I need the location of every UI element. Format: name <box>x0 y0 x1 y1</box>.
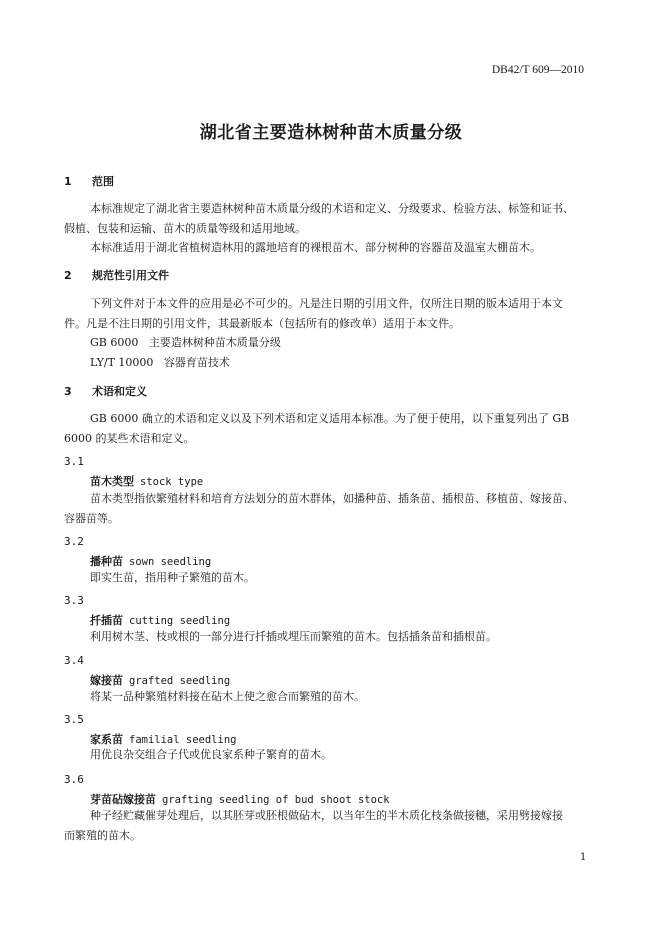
term-number: 3.4 <box>64 654 84 667</box>
term-heading <box>90 612 230 628</box>
term-definition: 将某一品种繁殖材料接在砧木上使之愈合而繁殖的苗木。 <box>90 690 365 703</box>
term-number: 3.6 <box>64 773 84 786</box>
paragraph-line: 6000 的某些术语和定义。 <box>64 432 195 445</box>
section-heading <box>64 173 114 189</box>
paragraph-line: 假植、包装和运输、苗木的质量等级和适用地域。 <box>64 222 306 235</box>
section-number: 1 <box>64 175 72 188</box>
term-definition: 容器苗等。 <box>64 512 119 525</box>
term-definition: 种子经贮藏催芽处理后，以其胚芽或胚根做砧木，以当年生的半木质化枝条做接穗，采用劈接嫁接 <box>90 809 563 822</box>
document-title: 湖北省主要造林树种苗木质量分级 <box>199 123 463 143</box>
term-en: sown seedling <box>129 556 212 568</box>
term-number: 3.3 <box>64 594 84 607</box>
section-heading <box>64 383 147 399</box>
paragraph-line: 下列文件对于本文件的应用是必不可少的。凡是注日期的引用文件，仅所注日期的版本适用于本文 <box>90 297 563 310</box>
section-title: 规范性引用文件 <box>92 269 169 282</box>
paragraph-line: 件。凡是不注日期的引用文件，其最新版本（包括所有的修改单）适用于本文件。 <box>64 317 460 330</box>
page-number: 1 <box>580 852 587 863</box>
term-heading <box>90 473 203 489</box>
paragraph-line: GB 6000 确立的术语和定义以及下列术语和定义适用本标准。为了便于使用，以下重复列出了 GB <box>90 412 570 425</box>
term-zh: 家系苗 <box>90 733 123 746</box>
section-title: 范围 <box>92 175 114 188</box>
term-definition: 用优良杂交组合子代或优良家系种子繁育的苗木。 <box>90 748 332 761</box>
term-heading <box>90 672 230 688</box>
section-number: 2 <box>64 269 72 282</box>
term-number: 3.5 <box>64 713 84 726</box>
term-zh: 嫁接苗 <box>90 674 123 687</box>
paragraph-line: 本标准规定了湖北省主要造林树种苗木质量分级的术语和定义、分级要求、检验方法、标签和证书、 <box>90 202 574 215</box>
term-heading <box>90 553 211 569</box>
term-number: 3.1 <box>64 455 84 468</box>
term-definition: 即实生苗，指用种子繁殖的苗木。 <box>90 571 255 584</box>
term-heading <box>90 791 390 807</box>
term-en: stock type <box>140 476 204 488</box>
term-definition: 苗木类型指依繁殖材料和培育方法划分的苗木群体，如播种苗、插条苗、插根苗、移植苗、嫁接苗、 <box>90 492 574 505</box>
reference-item: GB 6000 主要造林树种苗木质量分级 <box>90 336 281 349</box>
section-number: 3 <box>64 385 72 398</box>
term-zh: 苗木类型 <box>90 475 134 488</box>
term-zh: 播种苗 <box>90 555 123 568</box>
section-title: 术语和定义 <box>92 385 147 398</box>
section-heading <box>64 267 169 283</box>
reference-item: LY/T 10000 容器育苗技术 <box>90 356 230 369</box>
term-zh: 芽苗砧嫁接苗 <box>90 793 156 806</box>
term-en: grafting seedling of bud shoot stock <box>162 794 390 806</box>
standard-code: DB42/T 609—2010 <box>491 64 584 76</box>
term-en: cutting seedling <box>129 615 231 627</box>
term-en: grafted seedling <box>129 675 231 687</box>
term-number: 3.2 <box>64 535 84 548</box>
paragraph-line: 本标准适用于湖北省植树造林用的露地培育的裸根苗木、部分树种的容器苗及温室大棚苗木。 <box>90 241 541 254</box>
term-en: familial seedling <box>129 734 237 746</box>
term-zh: 扦插苗 <box>90 614 123 627</box>
term-definition: 而繁殖的苗木。 <box>64 829 141 842</box>
term-definition: 利用树木茎、枝或根的一部分进行扦插或埋压而繁殖的苗木。包括插条苗和插根苗。 <box>90 630 497 643</box>
